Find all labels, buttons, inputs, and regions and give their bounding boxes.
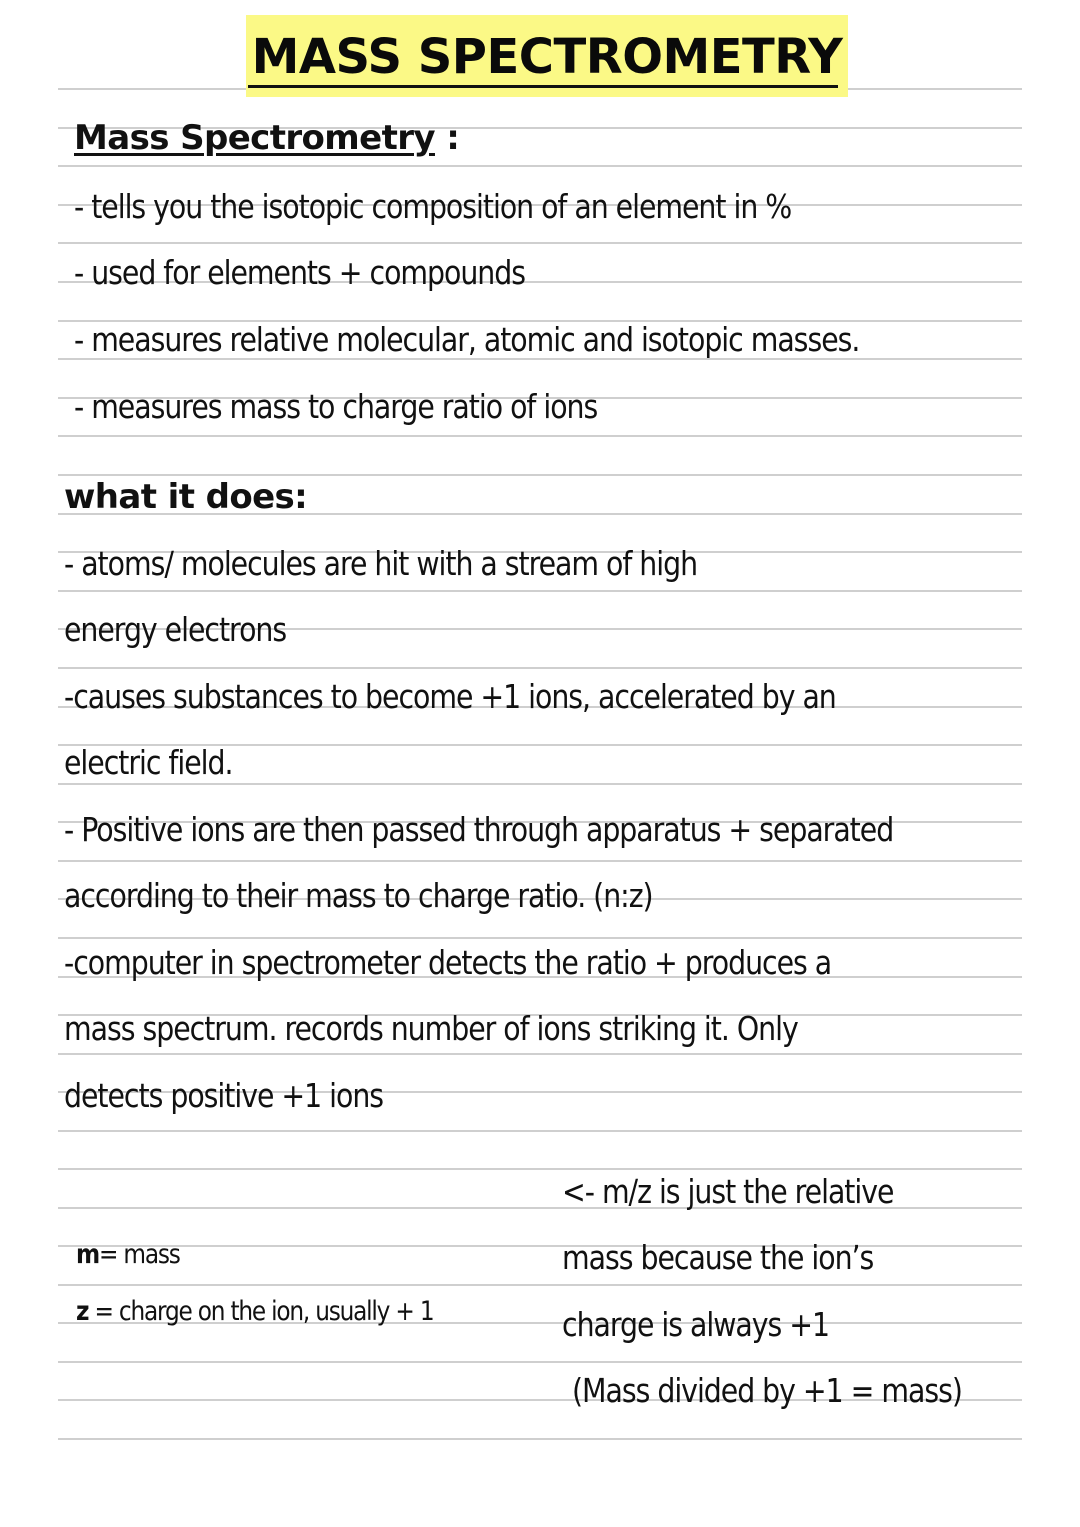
rule-line: [58, 1130, 1022, 1132]
bullet-line: - used for elements + compounds: [74, 253, 525, 292]
rule-line: [58, 1284, 1022, 1286]
symbol-m: m: [76, 1239, 99, 1270]
body-line: - Positive ions are then passed through apparatus + separated: [64, 810, 894, 849]
rule-line: [58, 1053, 1022, 1055]
title-highlight: [246, 15, 848, 97]
section-heading-what-it-does: what it does:: [64, 477, 308, 517]
body-line: mass spectrum. records number of ions striking it. Only: [64, 1009, 798, 1048]
body-line: - atoms/ molecules are hit with a stream of high: [64, 544, 698, 583]
section-heading-text: Mass Spectrometry: [74, 118, 435, 158]
rule-line: [58, 667, 1022, 669]
definition-z-text: = charge on the ion, usually + 1: [88, 1296, 434, 1327]
section-heading-mass-spectrometry: [74, 118, 459, 158]
rule-line: [58, 1438, 1022, 1440]
rule-line: [58, 783, 1022, 785]
rule-line: [58, 242, 1022, 244]
bullet-line: - tells you the isotopic composition of an element in %: [74, 187, 792, 226]
body-line: energy electrons: [64, 610, 287, 649]
rule-line: [58, 937, 1022, 939]
rule-line: [58, 1361, 1022, 1363]
definition-m: [76, 1235, 180, 1275]
body-line: detects positive +1 ions: [64, 1076, 384, 1115]
note-line: mass because the ion’s: [562, 1238, 874, 1277]
rule-line: [58, 1168, 1022, 1170]
body-line: -causes substances to become +1 ions, accelerated by an: [64, 677, 836, 716]
note-line: <- m/z is just the relative: [562, 1172, 894, 1211]
body-line: -computer in spectrometer detects the ratio + produces a: [64, 943, 832, 982]
heading-colon: :: [434, 118, 460, 158]
title-underline: [248, 85, 838, 88]
note-line: (Mass divided by +1 = mass): [572, 1371, 962, 1410]
rule-line: [58, 474, 1022, 476]
rule-line: [58, 590, 1022, 592]
bullet-line: - measures mass to charge ratio of ions: [74, 387, 598, 426]
rule-line: [58, 860, 1022, 862]
definition-z: [76, 1292, 433, 1332]
rule-line: [58, 435, 1022, 437]
bullet-line: - measures relative molecular, atomic and isotopic masses.: [74, 320, 860, 359]
rule-line: [58, 165, 1022, 167]
rule-line: [58, 1245, 1022, 1247]
definition-m-text: = mass: [98, 1239, 180, 1270]
symbol-z: z: [76, 1296, 89, 1327]
body-line: electric field.: [64, 743, 233, 782]
body-line: according to their mass to charge ratio. (n:z): [64, 876, 653, 915]
note-line: charge is always +1: [562, 1305, 830, 1344]
page-title: MASS SPECTROMETRY: [251, 29, 843, 85]
